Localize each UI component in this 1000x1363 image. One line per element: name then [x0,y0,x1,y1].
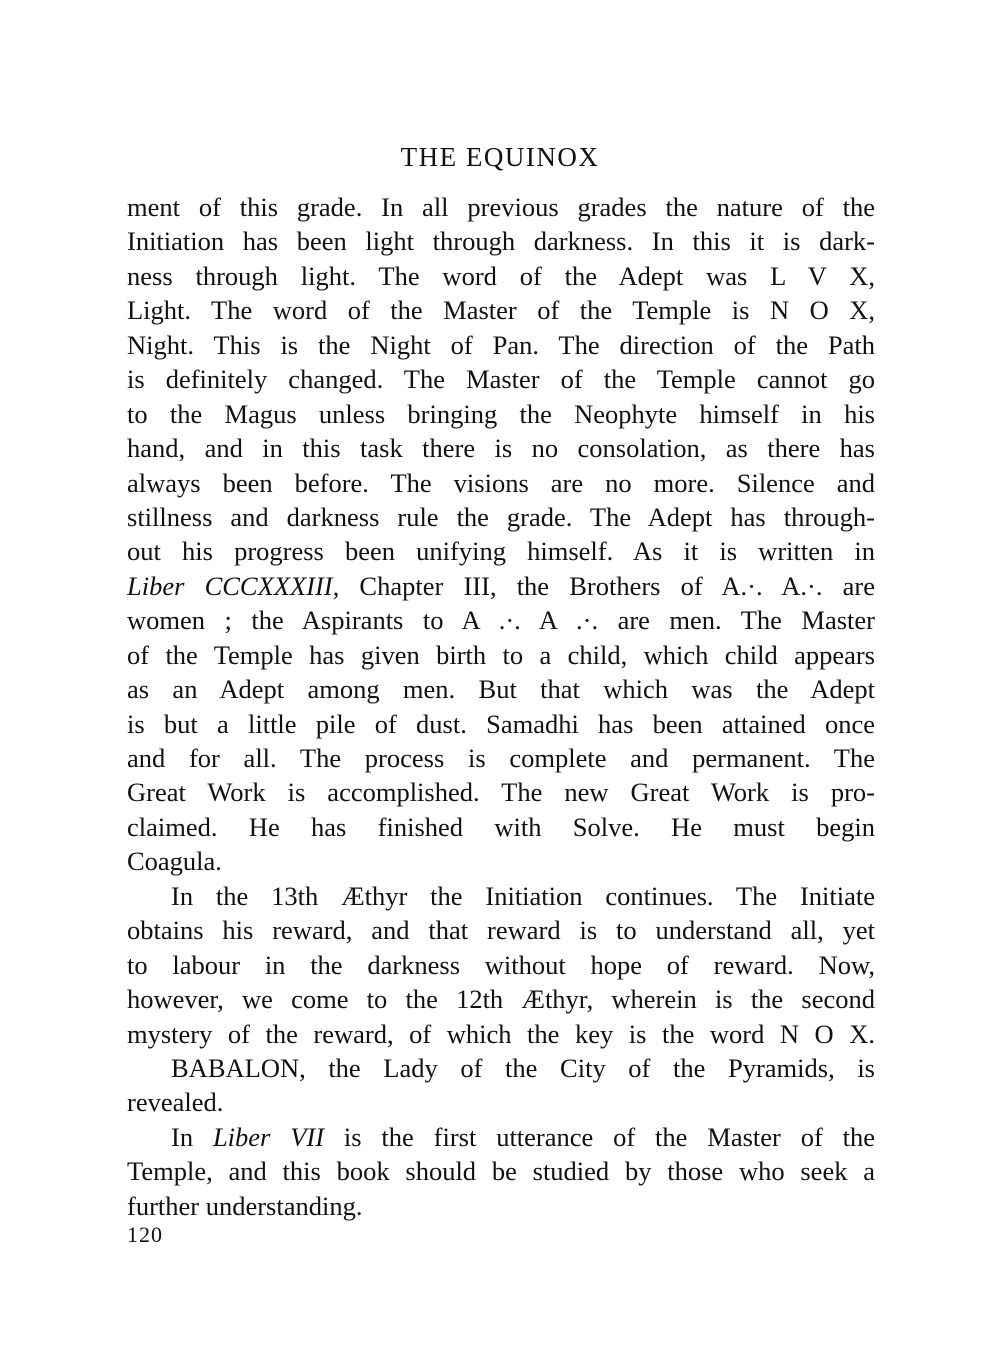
line-text: Coagula. [127,846,222,877]
text-line [127,741,875,775]
text-line [127,1017,875,1051]
italic-title: Liber VII [212,1121,325,1152]
paragraph [127,1120,875,1223]
line-text: ness through light. The word of the Adept was L V X, [127,260,875,291]
line-text: further understanding. [127,1190,363,1221]
line-text: to labour in the darkness without hope of reward. Now, [127,949,875,980]
line-text: Night. This is the Night of Pan. The direction of the Path [127,329,875,360]
text-line [127,1154,875,1188]
text-line [127,1051,875,1085]
line-text: of the Temple has given birth to a child, which child appears [127,639,875,670]
line-text: revealed. [127,1087,224,1118]
text-line [127,672,875,706]
text-line [127,190,875,224]
line-text: ment of this grade. In all previous grades the nature of the [127,192,875,222]
paragraph [127,1051,875,1120]
line-text: Temple, and this book should be studied by those who seek a [127,1156,875,1187]
text-line [127,362,875,396]
text-line [127,982,875,1016]
text-line [127,638,875,672]
line-text: Initiation has been light through darkness. In this it is dark- [127,226,875,257]
line-text: women ; the Aspirants to A .·. A .·. are men. The Master [127,605,875,636]
line-text: as an Adept among men. But that which was the Adept [127,674,875,705]
line-text: mystery of the reward, of which the key is the word N O X. [127,1018,875,1049]
text-line [127,879,875,913]
italic-title: Liber CCCXXXIII, [127,570,340,601]
page-number: 120 [127,1222,163,1247]
text-line [127,328,875,362]
text-line [127,707,875,741]
line-text: Great Work is accomplished. The new Great Work is pro- [127,777,875,808]
line-text: is definitely changed. The Master of the Temple cannot go [127,364,875,395]
text-line [127,844,875,878]
line-text: out his progress been unifying himself. As it is written in [127,536,875,567]
text-line [127,1085,875,1119]
text-line [127,1189,875,1223]
line-text: and for all. The process is complete and permanent. The [127,743,875,773]
text-line [127,397,875,431]
text-line [127,293,875,327]
text-line [127,431,875,465]
text-line [127,948,875,982]
paragraph [127,190,875,879]
line-text: obtains his reward, and that reward is to understand all, yet [127,915,875,946]
line-text: hand, and in this task there is no consolation, as there has [127,433,875,464]
line-text: always been before. The visions are no more. Silence and [127,467,875,498]
line-text: claimed. He has finished with Solve. He must begin [127,811,875,842]
text-line [127,810,875,844]
text-line [127,224,875,258]
text-line [127,913,875,947]
line-text: to the Magus unless bringing the Neophyte himself in his [127,398,875,429]
line-text: stillness and darkness rule the grade. The Adept has through- [127,501,875,532]
text-line [127,500,875,534]
line-text: In the 13th Æthyr the Initiation continues. The Initiate [171,880,875,911]
line-text: BABALON, the Lady of the City of the Pyramids, is [171,1052,875,1083]
line-text: is but a little pile of dust. Samadhi has been attained once [127,708,875,739]
body-text [127,190,875,1223]
text-line [127,259,875,293]
line-text: Chapter III, the Brothers of A.·. A.·. are [339,570,875,601]
text-line [127,534,875,568]
line-text: In [171,1121,213,1152]
line-text: however, we come to the 12th Æthyr, wherein is the second [127,984,875,1015]
text-line [127,466,875,500]
text-line [127,775,875,809]
line-text: is the first utterance of the Master of the [324,1121,876,1152]
text-line [127,569,875,603]
running-header: THE EQUINOX [400,142,600,172]
line-text: Light. The word of the Master of the Temple is N O X, [127,295,875,326]
text-line [127,1120,875,1154]
text-line [127,603,875,637]
paragraph [127,879,875,1051]
